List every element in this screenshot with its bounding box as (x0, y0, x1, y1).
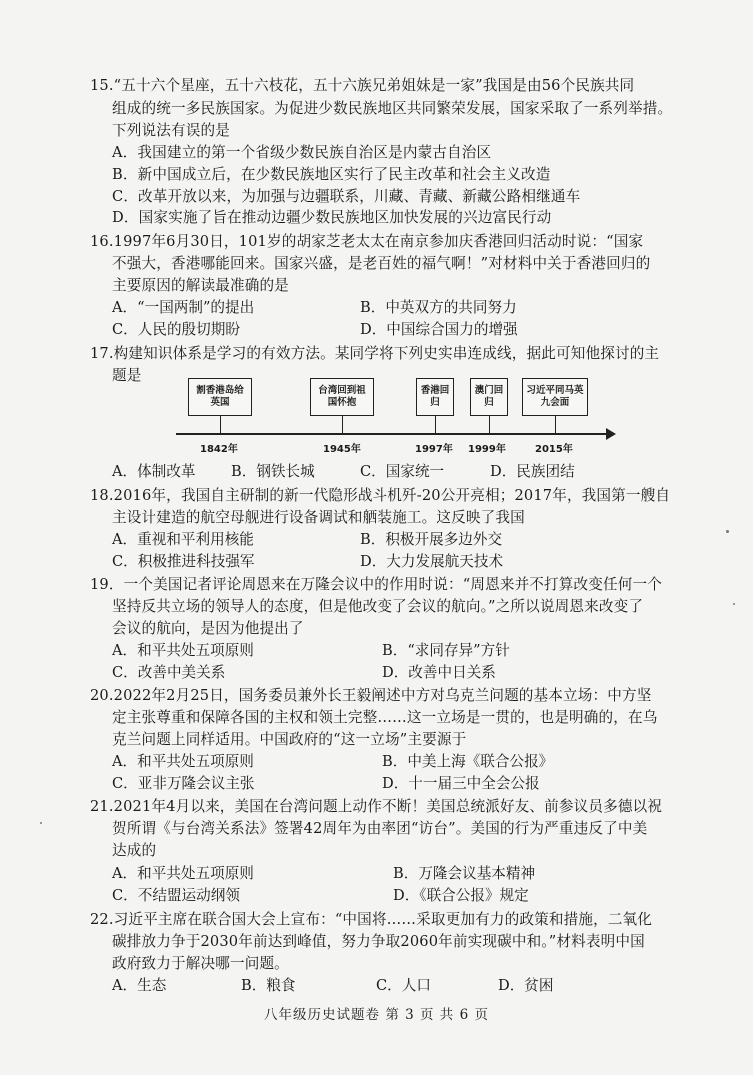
option-a: A．生态 (112, 977, 167, 994)
option-a: A．和平共处五项原则 (112, 753, 254, 770)
option-a: A．我国建立的第一个省级少数民族自治区是内蒙古自治区 (112, 144, 492, 161)
question-stem-line: 22.习近平主席在联合国大会上宣布：“中国将……采取更加有力的政策和措施，二氧化 (90, 911, 653, 928)
option-a: A．体制改革 (112, 463, 196, 480)
option-a: A．和平共处五项原则 (112, 642, 254, 659)
option-b: B．新中国成立后，在少数民族地区实行了民主改革和社会主义改造 (112, 166, 551, 183)
timeline-year: 1945年 (323, 444, 361, 455)
option-d: D．改善中日关系 (382, 664, 496, 681)
option-c: C．不结盟运动纲领 (112, 887, 240, 904)
timeline-event: 割香港岛给英国 (188, 378, 252, 416)
question-stem-line: 20.2022年2月25日，国务委员兼外长王毅阐述中方对乌克兰问题的基本立场：中方坚 (90, 687, 652, 704)
page-footer: 八年级历史试题卷 第 3 页 共 6 页 (264, 1007, 489, 1023)
question-stem-line: 15.“五十六个星座，五十六枝花，五十六族兄弟姐妹是一家”我国是由56个民族共同 (90, 77, 635, 94)
question-stem-line: 坚持反共立场的领导人的态度，但是他改变了会议的航向。”之所以说周恩来改变了 (112, 598, 644, 615)
option-d: D．贫困 (498, 977, 554, 994)
option-c: C．亚非万隆会议主张 (112, 775, 255, 792)
option-b: B．中美上海《联合公报》 (382, 753, 554, 770)
option-d: D．中国综合国力的增强 (360, 321, 518, 338)
question-stem-line: 组成的统一多民族国家。为促进少数民族地区共同繁荣发展，国家采取了一系列举措。 (112, 100, 673, 117)
question-stem-line: 政府致力于解决哪一问题。 (112, 955, 289, 972)
option-b: B．万隆会议基本精神 (393, 865, 536, 882)
question-stem-line: 达成的 (112, 842, 157, 859)
timeline-tick (489, 416, 490, 433)
timeline-year: 1842年 (200, 444, 238, 455)
scan-speck (726, 530, 729, 533)
question-stem-line: 题是 (112, 367, 142, 384)
option-c: C．积极推进科技强军 (112, 553, 255, 570)
question-stem-line: 17.构建知识体系是学习的有效方法。某同学将下列史实串连成线，据此可知他探讨的主 (90, 345, 660, 362)
timeline-event: 香港回归 (416, 378, 454, 416)
option-a: A．“一国两制”的提出 (112, 299, 255, 316)
option-d: D．大力发展航天技术 (360, 553, 504, 570)
option-a: A．和平共处五项原则 (112, 865, 254, 882)
option-b: B．粮食 (241, 977, 296, 994)
question-stem-line: 会议的航向，是因为他提出了 (112, 620, 304, 637)
question-stem-line: 定主张尊重和保障各国的主权和领土完整……这一立场是一贯的，也是明确的，在乌 (112, 709, 658, 726)
option-c: C．人口 (376, 977, 431, 994)
timeline-arrow-icon (606, 428, 616, 440)
option-d: D．国家实施了旨在推动边疆少数民族地区加快发展的兴边富民行动 (112, 209, 552, 226)
timeline-event: 澳门回归 (470, 378, 508, 416)
timeline-tick (220, 416, 221, 433)
timeline-event: 台湾回到祖国怀抱 (310, 378, 374, 416)
history-timeline (170, 370, 620, 460)
question-stem-line: 下列说法有误的是 (112, 122, 230, 139)
timeline-tick (435, 416, 436, 433)
timeline-axis (176, 433, 608, 435)
timeline-tick (555, 416, 556, 433)
timeline-year: 1999年 (468, 444, 506, 455)
option-d: D．十一届三中全会公报 (382, 775, 540, 792)
timeline-year: 1997年 (415, 444, 453, 455)
option-b: B．中英双方的共同努力 (360, 299, 517, 316)
option-d: D．《联合公报》规定 (393, 887, 529, 904)
question-stem-line: 主设计建造的航空母舰进行设备调试和舾装施工。这反映了我国 (112, 509, 525, 526)
option-c: C．国家统一 (360, 463, 445, 480)
timeline-year: 2015年 (535, 444, 573, 455)
scan-speck (733, 603, 735, 605)
option-b: B．钢铁长城 (231, 463, 315, 480)
question-stem-line: 21.2021年4月以来，美国在台湾问题上动作不断！美国总统派好友、前参议员多德以祝 (90, 798, 663, 815)
question-stem-line: 19．一个美国记者评论周恩来在万隆会议中的作用时说：“周恩来并不打算改变任何一个 (90, 576, 663, 593)
option-b: B．“求同存异”方针 (382, 642, 510, 659)
option-c: C．人民的殷切期盼 (112, 321, 240, 338)
timeline-tick (342, 416, 343, 433)
option-d: D．民族团结 (490, 463, 575, 480)
scan-speck (40, 822, 42, 824)
question-stem-line: 18.2016年，我国自主研制的新一代隐形战斗机歼-20公开亮相；2017年，我国第一艘自 (90, 487, 671, 504)
question-stem-line: 不强大，香港哪能回来。国家兴盛，是老百姓的福气啊！”对材料中关于香港回归的 (112, 255, 651, 272)
question-stem-line: 克兰问题上同样适用。中国政府的“这一立场”主要源于 (112, 731, 467, 748)
question-stem-line: 16.1997年6月30日，101岁的胡家芝老太太在南京参加庆香港回归活动时说：“国家 (90, 233, 644, 250)
question-stem-line: 碳排放力争于2030年前达到峰值，努力争取2060年前实现碳中和。”材料表明中国 (112, 933, 645, 950)
option-b: B．积极开展多边外交 (360, 531, 503, 548)
option-c: C．改善中美关系 (112, 664, 226, 681)
option-c: C．改革开放以来，为加强与边疆联系，川藏、青藏、新藏公路相继通车 (112, 188, 581, 205)
option-a: A．重视和平利用核能 (112, 531, 254, 548)
question-stem-line: 主要原因的解读最准确的是 (112, 277, 289, 294)
timeline-event: 习近平同马英九会面 (522, 378, 588, 416)
question-stem-line: 贺所谓《与台湾关系法》签署42周年为由率团“访台”。美国的行为严重违反了中美 (112, 820, 648, 837)
